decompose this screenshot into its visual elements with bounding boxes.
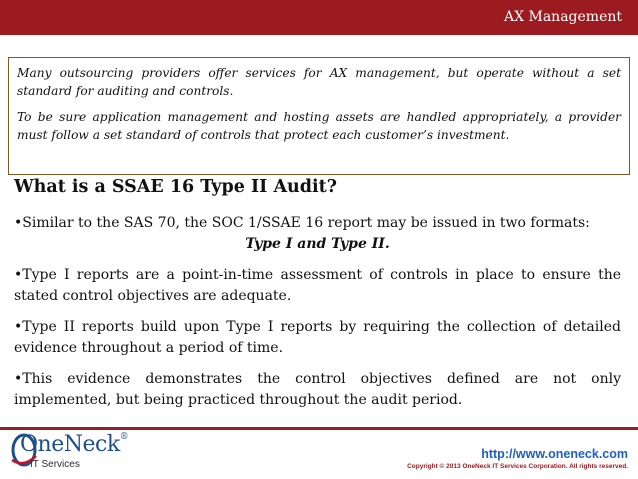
bullet-emphasis: Type I and Type II.	[245, 236, 390, 252]
intro-box	[8, 57, 630, 175]
bullet-item	[14, 213, 621, 255]
intro-paragraph-2: To be sure application management and hosting assets are handled appropriately, a provider must follow a set standard of controls that protect each customer’s investment.	[17, 110, 621, 142]
intro-paragraph-1: Many outsourcing providers offer services for AX management, but operate without a set standard for auditing and controls.	[17, 66, 621, 98]
bullet-item: •This evidence demonstrates the control objectives defined are not only implemented, but being practiced throughout the audit period.	[14, 371, 621, 408]
website-link[interactable]: http://www.oneneck.com	[481, 447, 628, 461]
oneneck-logo	[8, 430, 158, 476]
logo-subtitle: IT Services	[30, 459, 80, 470]
bullet-text: •Similar to the SAS 70, the SOC 1/SSAE 16 report may be issued in two formats:	[14, 215, 590, 231]
section-heading: What is a SSAE 16 Type II Audit?	[14, 177, 337, 197]
bullet-item: •Type I reports are a point-in-time assessment of controls in place to ensure the stated control objectives are adequate.	[14, 267, 621, 304]
title-bar	[0, 0, 638, 35]
bullet-list	[14, 213, 621, 421]
logo-wordmark: OneNeck®	[20, 432, 129, 457]
slide-title: AX Management	[503, 9, 622, 25]
bullet-item: •Type II reports build upon Type I reports by requiring the collection of detailed evidence throughout a period of time.	[14, 319, 621, 356]
copyright-notice: Copyright © 2013 OneNeck IT Services Corporation. All rights reserved.	[407, 463, 628, 470]
